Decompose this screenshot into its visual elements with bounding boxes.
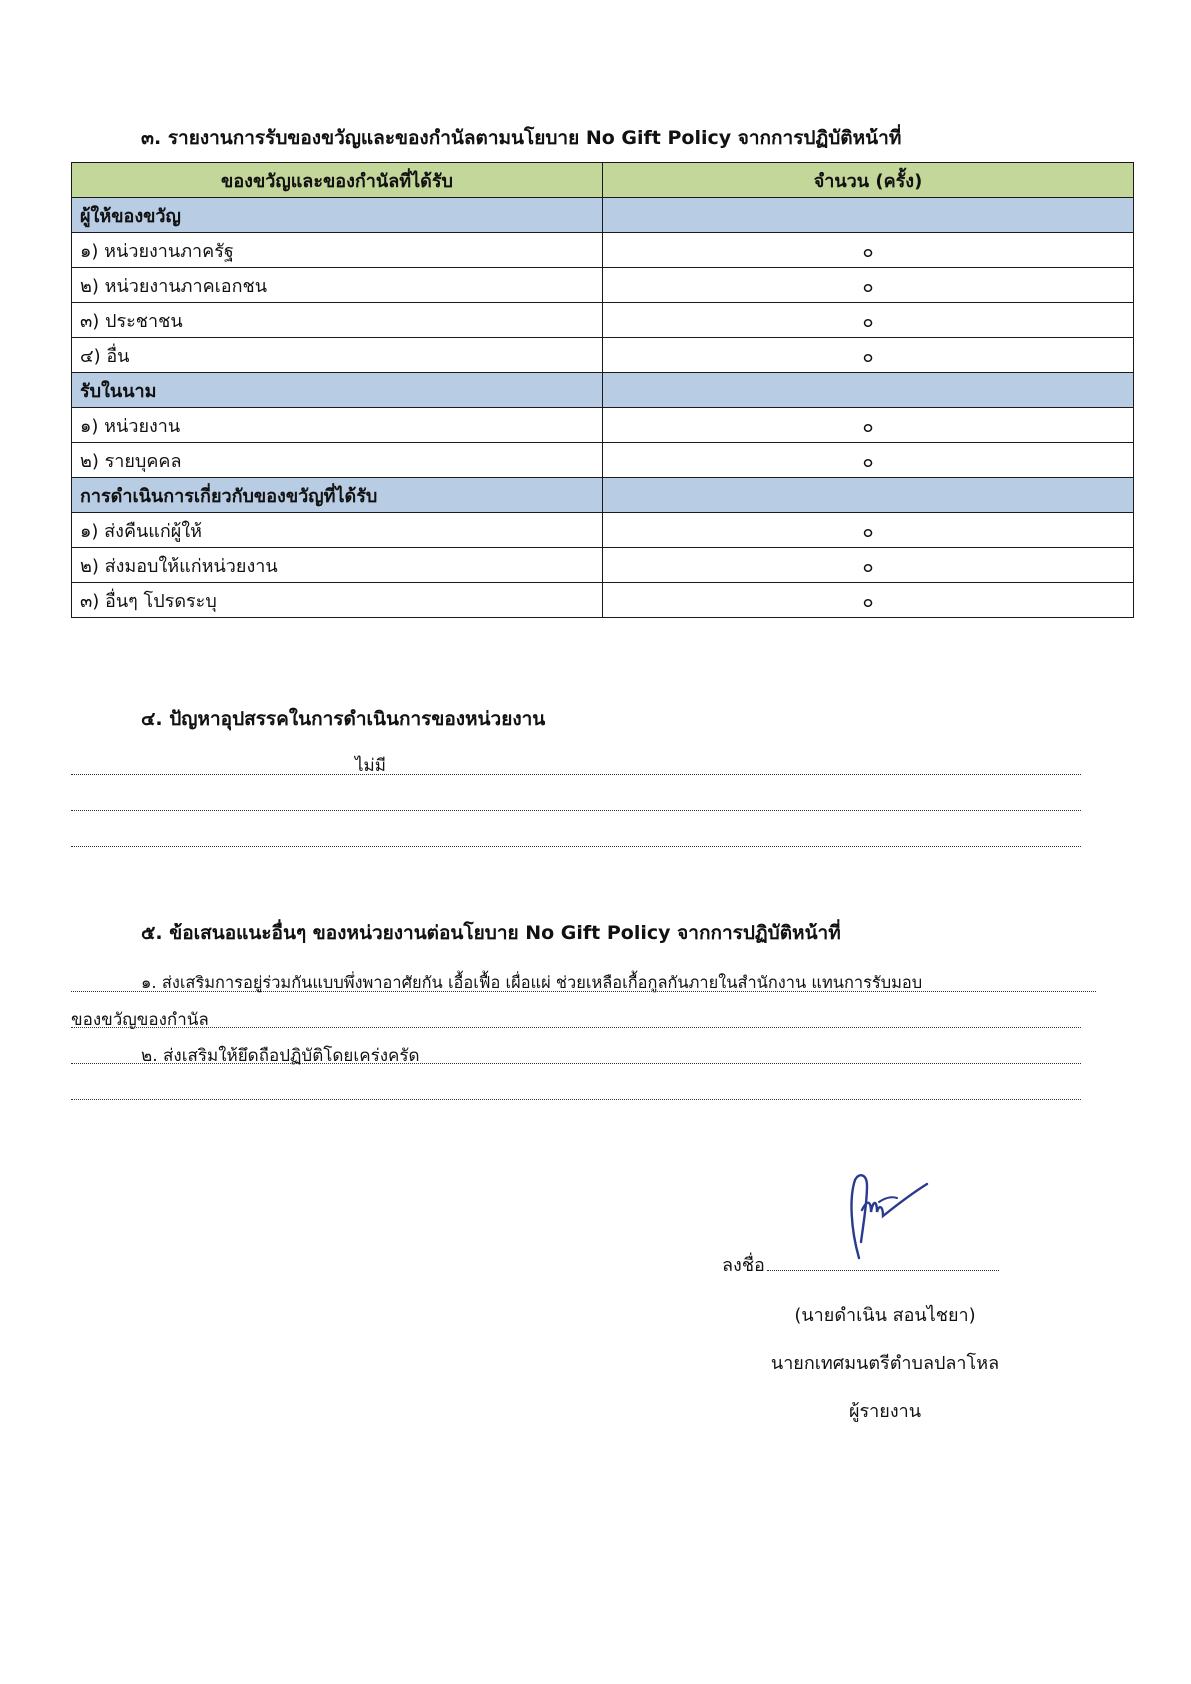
dotted-line — [71, 1099, 1081, 1100]
table-row — [72, 408, 1134, 443]
row-count: ๐ — [603, 583, 1134, 618]
table-row — [72, 338, 1134, 373]
dotted-line — [71, 1063, 1081, 1064]
row-count: ๐ — [603, 338, 1134, 373]
row-count: ๐ — [603, 443, 1134, 478]
section5-title: ๕. ข้อเสนอแนะอื่นๆ ของหน่วยงานต่อนโยบาย No Gift Policy จากการปฏิบัติหน้าที่ — [141, 922, 841, 944]
row-item: ๓) ประชาชน — [72, 303, 603, 338]
dotted-line — [71, 774, 1081, 775]
row-count: ๐ — [603, 268, 1134, 303]
row-count: ๐ — [603, 408, 1134, 443]
row-count: ๐ — [603, 233, 1134, 268]
row-count: ๐ — [603, 548, 1134, 583]
table-group-row — [72, 198, 1134, 233]
table-row — [72, 303, 1134, 338]
table-row — [72, 268, 1134, 303]
signer-name: (นายดำเนิน สอนไชยา) — [794, 1305, 976, 1326]
sign-label-text: ลงชื่อ — [722, 1255, 765, 1276]
row-item: ๒) รายบุคคล — [72, 443, 603, 478]
sign-label — [722, 1250, 999, 1279]
header-item: ของขวัญและของกำนัลที่ได้รับ — [72, 163, 603, 198]
table-header-row — [72, 163, 1134, 198]
dotted-line — [71, 991, 1096, 992]
row-item: ๒) ส่งมอบให้แก่หน่วยงาน — [72, 548, 603, 583]
table-group-row — [72, 478, 1134, 513]
row-count: ๐ — [603, 303, 1134, 338]
group-count — [603, 198, 1134, 233]
section5-line1-continued: ของขวัญของกำนัล — [71, 1010, 209, 1030]
table-row — [72, 548, 1134, 583]
row-count: ๐ — [603, 513, 1134, 548]
signer-position: นายกเทศมนตรีตำบลปลาโหล — [770, 1353, 1000, 1374]
table-row — [72, 513, 1134, 548]
dotted-line — [71, 846, 1081, 847]
section4-answer: ไม่มี — [355, 756, 386, 776]
section3-title: ๓. รายงานการรับของขวัญและของกำนัลตามนโยบาย No Gift Policy จากการปฏิบัติหน้าที่ — [141, 127, 902, 149]
row-item: ๑) หน่วยงานภาครัฐ — [72, 233, 603, 268]
gift-report-table — [71, 162, 1134, 618]
row-item: ๔) อื่น — [72, 338, 603, 373]
table-group-row — [72, 373, 1134, 408]
section5-line1: ๑. ส่งเสริมการอยู่ร่วมกันแบบพึ่งพาอาศัยกัน เอื้อเฟื้อ เผื่อแผ่ ช่วยเหลือเกื้อกูลกันภายในสำนักงาน แทนการรับมอบ — [141, 973, 923, 992]
row-item: ๑) หน่วยงาน — [72, 408, 603, 443]
dotted-line — [71, 1027, 1081, 1028]
table-row — [72, 233, 1134, 268]
group-label: รับในนาม — [72, 373, 603, 408]
section5-line2: ๒. ส่งเสริมให้ยึดถือปฏิบัติโดยเคร่งครัด — [141, 1046, 420, 1066]
group-label: การดำเนินการเกี่ยวกับของขวัญที่ได้รับ — [72, 478, 603, 513]
signer-role: ผู้รายงาน — [848, 1401, 922, 1422]
section4-title: ๔. ปัญหาอุปสรรคในการดำเนินการของหน่วยงาน — [141, 708, 546, 730]
row-item: ๒) หน่วยงานภาคเอกชน — [72, 268, 603, 303]
signature-dotted-line — [767, 1270, 999, 1271]
dotted-line — [71, 810, 1081, 811]
row-item: ๑) ส่งคืนแก่ผู้ให้ — [72, 513, 603, 548]
table-row — [72, 583, 1134, 618]
row-item: ๓) อื่นๆ โปรดระบุ — [72, 583, 603, 618]
group-label: ผู้ให้ของขวัญ — [72, 198, 603, 233]
group-count — [603, 373, 1134, 408]
group-count — [603, 478, 1134, 513]
table-row — [72, 443, 1134, 478]
header-count: จำนวน (ครั้ง) — [603, 163, 1134, 198]
